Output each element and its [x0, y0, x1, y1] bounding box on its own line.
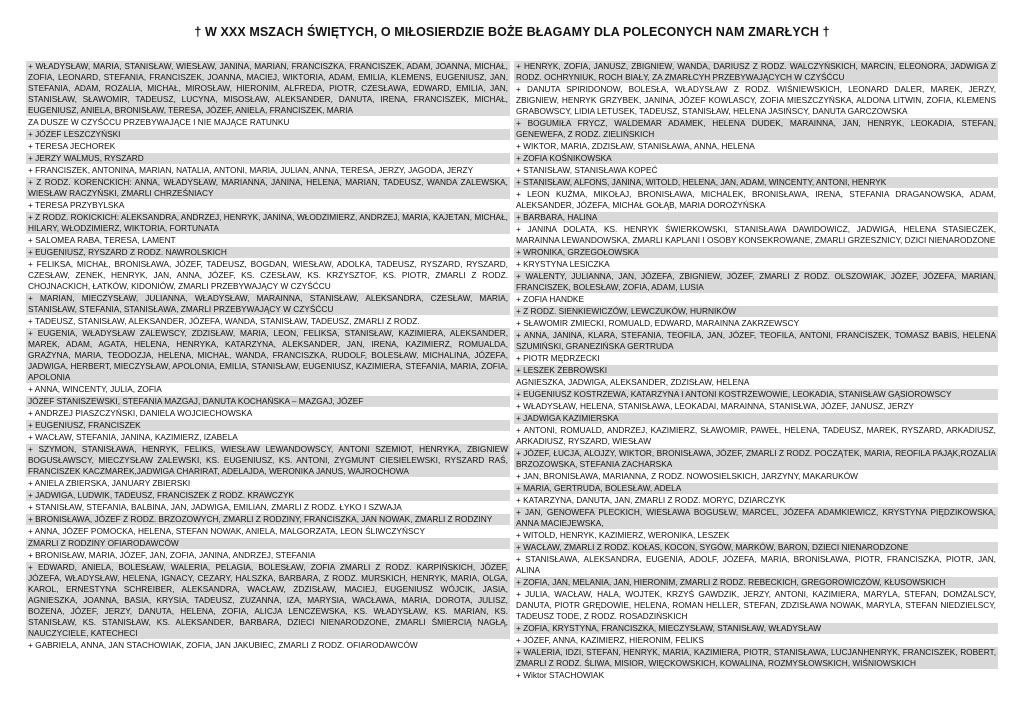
intention-row: + BRONISŁAWA, JÓZEF Z RODZ. BRZOZOWYCH, ZMARLI Z RODZINY, FRANCISZKA, JAN NOWAK, ZMARLI Z RODZINY: [26, 514, 510, 525]
intention-row: + EDWARD, ANIELA, BOLESŁAW, WALERIA, PELAGIA, BOLESŁAW, ZOFIA ZMARLI Z RODZ. KARPIŃSKICH, JÓZEF, JÓZEFA, WŁADYSŁAW, HELENA, IGNACY, CEZARY, HALSZKA, BARBARA, Z RODZ. MURSKICH, HENRYK, MARIA, OLGA, KAROL, ERNESTYNA SCHREIBER, ALEKSANDRA, WACŁAW, ZDZISŁAW, MACIEJ, EUGENIUSZ WÓJCIK, JASIA, AGNIESZKA, JOANNA, BASIA, KRYSIA, TADEUSZ, ZUZANNA, IZA, MARYSIA, WACŁAWA, MARIA, DOROTA, JULISZ, BOŻENA, JÓZEF, JERZY, DANUTA, HELENA, ZOFIA, ALICJA LENCZEWSKA, KS. WŁADYSŁAW, KS. MARIAN, KS. STANISŁAW, KS. STANISŁAW, KS. ALEKSANDER, BARBARA, DZIECI NIENARODZONE, ZMARLI ŚMIERCIĄ NAGŁĄ, NAUCZYCIELE, KATECHECI: [28, 562, 508, 638]
intention-row: + JADWIGA KAZIMIERSKA: [514, 413, 998, 424]
intention-row: + STANISŁAW, ALFONS, JANINA, WITOLD, HELENA, JAN, ADAM, WINCENTY, ANTONI, HENRYK: [514, 177, 998, 188]
intention-row: + Z RODZ. KORENCKICH: ANNA, WŁADYSŁAW, MARIANNA, JANINA, HELENA, MARIAN, TADEUSZ, WANDA ZALEWSKA, WIESŁAW RACZYŃSKI, ZMARLI CHRZEŚNIACY: [28, 177, 508, 198]
page-title: † W XXX MSZACH ŚWIĘTYCH, O MIŁOSIERDZIE BOŻE BŁAGAMY DLA POLECONYCH NAM ZMARŁYCH †: [194, 25, 830, 39]
intention-row: + WALENTY, JULIANNA, JAN, JÓZEFA, ZBIGNIEW, JÓZEF, ZMARLI Z RODZ. OLSZOWIAK, JÓZEF, JÓZEFA, MARIAN, FRANCISZEK, BOLESŁAW, ZOFIA, ADAM, LUSIA: [516, 271, 996, 292]
intention-row: + TERESA PRZYBYLSKA: [26, 200, 510, 211]
intention-row: + SŁAWOMIR ZMIECKI, ROMUALD, EDWARD, MARAINNA ZAKRZEWSCY: [514, 318, 998, 329]
intention-row: + LESZEK ŻEBROWSKI: [514, 365, 998, 376]
intention-row: + BARBARA, HALINA: [514, 212, 998, 223]
intention-row: AGNIESZKA, JADWIGA, ALEKSANDER, ZDZISŁAW, HELENA: [514, 377, 998, 388]
intention-row: + LEON KUŹMA, MIKOŁAJ, BRONISŁAWA, MICHALEK, BRONISŁAWA, IRENA, STEFANIA DRAGANOWSKA, ADAM, ALEKSANDER, JÓZEFA, MICHAŁ GOŁĄB, MARIA DOROŻYŃSKA: [516, 189, 996, 210]
intention-row: ZMARLI Z RODZINY OFIARODAWCÓW: [26, 538, 510, 549]
intention-row: + ZOFIA HANDKE: [514, 294, 998, 305]
intention-row: + EUGENIA, WŁADYSŁAW ZALEWSCY, ZDZISŁAW, MARIA, LEON, FELIKSA, STANISŁAW, KAZIMIERA, ALEKSANDER, MAREK, ADAM, AGATA, HELENA, HENRYKA, KATARZYNA, ALEKSANDER, JAN, IRENA, KAZIMIERZ, ROMUALDA, GRAŻYNA, MARIA, TEODOZJA, HELENA, MICHAŁ, WANDA, FRANCISZKA, RUDOLF, BOLESŁAW, MICHALINA, JÓZEFA, JADWIGA, HERBERT, MIECZYSŁAW, APOLONIA, EMILIA, STANISŁAW, EUGENIUSZ, KAZIMIERA, STEFANIA, MARIA, ZOFIA, APOLONIA: [28, 328, 508, 382]
intention-row: + WŁADYSŁAW, MARIA, STANISŁAW, WIESŁAW, JANINA, MARIAN, FRANCISZKA, FRANCISZEK, ADAM, JOANNA, MICHAŁ, ZOFIA, LEONARD, STEFANIA, FRANCISZEK, JOANNA, MACIEJ, WIKTORIA, ADAM, EMILIA, KLEMENS, EUGENIUSZ, JAN, STEFANIA, ADAM, ROZALIA, MICHAŁ, MIROSŁAW, HIERONIM, ALFREDA, PIOTR, CZESŁAWA, EDWARD, EMILIA, JAN, STANISŁAW, SŁAWOMIR, TADEUSZ, LUCYNA, MISOSŁAW, ALEKSANDER, DANUTA, IRENA, FRANCISZEK, MICHAŁ, EUGENIUSZ, ANIELA, BRONISŁAW, TERESA, JÓZEF, ANIELA, FRANCISZEK, MARIA: [28, 61, 508, 115]
intention-row: + SALOMEA RABA, TERESA, LAMENT: [26, 235, 510, 246]
intention-row: + JÓZEF, ANNA, KAZIMIERZ, HIERONIM, FELIKS: [514, 635, 998, 646]
intention-row: + Z RODZ. SIENKIEWICZÓW, LEWCZUKÓW, HURNIKÓW: [514, 306, 998, 317]
intention-row: + ANNA, JÓZEF POMOCKA, HELENA, STEFAN NOWAK, ANIELA, MALGORZATA, LEON ŚLIWCZYŃSCY: [26, 526, 510, 537]
intention-row: + ZOFIA, KRYSTYNA, FRANCISZKA, MIECZYSŁAW, STANISŁAW, WŁADYSŁAW: [514, 623, 998, 634]
intention-row: + Z RODZ. ROKICKICH: ALEKSANDRA, ANDRZEJ, HENRYK, JANINA, WŁODZIMIERZ, ANDRZEJ, MARIA, KAJETAN, MICHAŁ, HILARY, WŁODZIMIERZ, WIKTORIA, FORTUNATA: [28, 212, 508, 233]
intention-row: + JANINA DOLATA, KS. HENRYK ŚWIERKOWSKI, STANISŁAWA DAWIDOWICZ, JADWIGA, HELENA STASIECZEK, MARAINNA LEWANDOWSKA, ZMARLI KAPLANI I OSOBY KONSEKROWANE, ZMARLI GRZESZNICY, DZICI NIENARODZONE: [516, 224, 996, 245]
intention-row: + ANTONI, ROMUALD, ANDRZEJ, KAZIMIERZ, SŁAWOMIR, PAWEŁ, HELENA, TADEUSZ, MAREK, RYSZARD, ARKADIUSZ, ARKADIUSZ, RYSZARD, WIESŁAW: [516, 425, 996, 446]
intention-row: + TADEUSZ, STANISŁAW, ALEKSANDER, JÓZEFA, WANDA, STANISŁAW, TADEUSZ, ZMARLI Z RODZ.: [26, 316, 510, 327]
intention-row: + MARIA, GERTRUDA, BOLESŁAW, ADELA: [514, 483, 998, 494]
intention-row: + TERESA JECHOREK: [26, 141, 510, 152]
intention-row: + ANIELA ZBIERSKA, JANUARY ZBIERSKI: [26, 478, 510, 489]
intention-row: + ANNA, JANINA, KLARA, STEFANIA, TEOFILA, JAN, JÓZEF, TEOFILA, ANTONI, FRANCISZEK, TOMASZ BABIS, HELENA SZUMIŃSKI, GRANEZIŃSKA GERTRUDA: [516, 330, 996, 351]
intention-row: + PIOTR MĘDRZECKI: [514, 353, 998, 364]
intention-row: JÓZEF STANISZEWSKI, STEFANIA MAZGAJ, DANUTA KOCHAŃSKA – MAZGAJ, JÓZEF: [26, 396, 510, 407]
intention-row: + JAN, GENOWEFA PLECKICH, WIESŁAWA BOGUSŁW, MARCEL, JÓZEFA ADAMKIEWICZ, KRYSTYNA PIĘDZIKOWSKA, ANNA MACIEJEWSKA,: [516, 507, 996, 528]
intention-row: + WIKTOR, MARIA, ZDZISŁAW, STANISŁAWA, ANNA, HELENA: [514, 141, 998, 152]
intention-row: + KRYSTYNA LESICZKA: [514, 259, 998, 270]
intention-row: + JAN, BRONISŁAWA, MARIANNA, Z RODZ. NOWOSIELSKICH, JARZYNY, MAKARUKÓW: [514, 471, 998, 482]
intention-row: + JADWIGA, LUDWIK, TADEUSZ, FRANCISZEK Z RODZ. KRAWCZYK: [26, 490, 510, 501]
intention-row: + STANISŁAW, STEFANIA, BALBINA, JAN, JADWIGA, EMILIAN, ZMARLI Z RODZ. ŁYKO I SZWAJA: [26, 502, 510, 513]
intention-row: + ANDRZEJ PIASZCZYŃSKI, DANIELA WOJCIECHOWSKA: [26, 408, 510, 419]
intention-row: + Wiktor STACHOWIAK: [514, 670, 998, 681]
intention-row: + SZYMON, STANISŁAWA, HENRYK, FELIKS, WIESŁAW LEWANDOWSCY, ANTONI SZEMIOT, HENRYKA, ZBIGNIEW BOGUSŁAWSCY, MIECZYSŁAW ZALEWSKI, KS. EUGENIUSZ, KS. ANTONI, ZYGMUNT CIESIELEWSKI, RYSZARD RAŚ, FRANCISZEK KACZMAREK,JADWIGA CHARIRAT, ADELAJDA, WERONIKA JANUS, WAJROCHOWA: [28, 444, 508, 476]
intention-row: + GABRIELA, ANNA, JAN STACHOWIAK, ZOFIA, JAN JAKUBIEC, ZMARLI Z RODZ. OFIARODAWCÓW: [26, 640, 510, 651]
right-column: [514, 61, 998, 711]
intention-row: + EUGENIUSZ, FRANCISZEK: [26, 420, 510, 431]
intention-row: + FELIKSA, MICHAŁ, BRONISŁAWA, JÓZEF, TADEUSZ, BOGDAN, WIESŁAW, ADOLKA, TADEUSZ, RYSZARD, RYSZARD, CZESŁAW, ZENEK, HENRYK, JAN, ANNA, JÓZEF, KS. CZESŁAW, KS. KRZYSZTOF, KS. PIOTR, ZMARLI Z RODZ. CHOJNACKICH, ŁATKÓW, KIDONIÓW, ZMARLI PRZEBYWAJĄCY W CZYŚĆCU: [28, 259, 508, 291]
intention-row: + WITOLD, HENRYK, KAZIMIERZ, WERONIKA, LESZEK: [514, 530, 998, 541]
intention-row: + STANISŁAWA, ALEKSANDRA, EUGENIA, ADOLF, JÓZEFA, MARIA, BRONISŁAWA, PIOTR, FRANCISZKA, PIOTR, JAN, ALINA: [516, 554, 996, 575]
intention-row: + KATARZYNA, DANUTA, JAN, ZMARLI Z RODZ. MORYC, DZIARCZYK: [514, 495, 998, 506]
intention-row: + JERZY WALMUS, RYSZARD: [26, 153, 510, 164]
intention-row: + BOGUMIŁA FRYCZ, WALDEMAR ADAMEK, HELENA DUDEK, MARAINNA, JAN, HENRYK, LEOKADIA, STEFAN, GENEWEFA, Z RODZ. ZIELIŃSKICH: [516, 118, 996, 139]
intention-row: + HENRYK, ZOFIA, JANUSZ, ZBIGNIEW, WANDA, DARIUSZ Z RODZ. WALCZYŃSKICH, MARCIN, ELEONORA, JADWIGA Z RODZ. OCHRYNIUK, ROCH BIAŁY, ZA ZMARŁCYH PRZEBYWAJĄCYCH W CZYŚĆCU: [516, 61, 996, 82]
intentions-table: [26, 61, 998, 711]
intention-row: + WRONIKA, GRZEGOŁOWSKA: [514, 247, 998, 258]
intention-row: + FRANCISZEK, ANTONINA, MARIAN, NATALIA, ANTONI, MARIA, JULIAN, ANNA, TERESA, JERZY, JAGODA, JERZY: [26, 165, 510, 176]
intention-row: ZA DUSZE W CZYŚĆCU PRZEBYWAJĄCE I NIE MAJĄCE RATUNKU: [26, 117, 510, 128]
intention-row: + WACŁAW, ZMARLI Z RODZ. KOŁAS, KOCON, SYGÓW, MARKÓW, BARON, DZIECI NIENARODZONE: [514, 542, 998, 553]
intention-row: + JÓZEF, ŁUCJA, ALOJZY, WIKTOR, BRONISŁAWA, JÓZEF, ZMARLI Z RODZ. POCZĄTEK, MARIA, REOFILA PAJĄK,ROZALIA BRZOZOWSKA, STEFANIA ZACHARSKA: [516, 448, 996, 469]
intention-row: + STANISŁAW, STANISŁAWA KOPEĆ: [514, 165, 998, 176]
intention-row: + BRONISŁAW, MARIA, JÓZEF, JAN, ZOFIA, JANINA, ANDRZEJ, STEFANIA: [26, 550, 510, 561]
intention-row: + WACŁAW, STEFANIA, JANINA, KAZIMIERZ, IZABELA: [26, 432, 510, 443]
intention-row: + ANNA, WINCENTY, JULIA, ZOFIA: [26, 384, 510, 395]
intention-row: + EUGENIUSZ KOSTRZEWA, KATARZYNA I ANTONI KOSTRZEWOWIE, LEOKADIA, STANISŁAW GĄSIOROWSCY: [514, 389, 998, 400]
intention-row: + MARIAN, MIECZYSŁAW, JULIANNA, WŁADYSŁAW, MARAINNA, STANISŁAW, ALEKSANDRA, CZESŁAW, MARIA, STANISŁAW, STEFANIA, STANISŁAWA, ZMARLI PRZEBYWAJĄCY W CZYŚĆCU: [28, 293, 508, 314]
intention-row: + DANUTA SPIRIDONOW, BOLESŁA, WŁADYSŁAW Z RODZ. WIŚNIEWSKICH, LEONARD DALER, MAREK, JERZY, ZBIGNIEW, HENRYK GRZYBEK, JANINA, JÓZEF KOWLASCY, ZOFIA MIESZCZYŃSKA, ALDONA LITWIN, ZOFIA, KLEMENS GRABOWSCY, LIDIA LETUSEK, TADEUSZ, STANISŁAW, HELENA JASIŃSCY, DANUTA GARCZOWSKA: [516, 84, 996, 116]
intention-row: + WALERIA, IDZI, STEFAN, HENRYK, MARIA, KAZIMIERA, PIOTR, STANISŁAWA, LUCJANHENRYK, FRANCISZEK, ROBERT, ZMARLI Z RODZ. ŚLIWA, MISIOR, WIĘCKOWSKICH, KOWALINA, ROZMYSŁOWSKICH, WIŚNIOWSKICH: [516, 647, 996, 668]
intention-row: + WŁADYSŁAW, HELENA, STANISŁAWA, LEOKADAI, MARAINNA, STANISŁWA, JÓZEF, JANUSZ, JERZY: [514, 401, 998, 412]
intention-row: + EUGENIUSZ, RYSZARD Z RODZ. NAWROLSKICH: [26, 247, 510, 258]
intention-row: + ZOFIA KOŚNIKOWSKA: [514, 153, 998, 164]
intention-row: + ZOFIA, JAN, MELANIA, JAN, HIERONIM, ZMARLI Z RODZ. REBECKICH, GREGOROWICZÓW, KŁUSOWSKICH: [514, 577, 998, 588]
left-column: [26, 61, 510, 711]
intention-row: + JULIA, WACŁAW, HALA, WOJTEK, KRZYŚ GAWDZIK, JERZY, ANTONI, KAZIMIERA, MARYLA, STEFAN, DOMŻALSCY, DANUTA, PIOTR GRĘDOWIE, HELENA, ROMAN HELLER, STEFAN, ZDZISŁAWA NOWAK, MARYLA, STEFAN NIEDZIELSCY, TADEUSZ TODE, Z RODZ. ROSADZIŃSKICH: [516, 589, 996, 621]
intention-row: + JÓZEF LESZCZYŃSKI: [26, 129, 510, 140]
